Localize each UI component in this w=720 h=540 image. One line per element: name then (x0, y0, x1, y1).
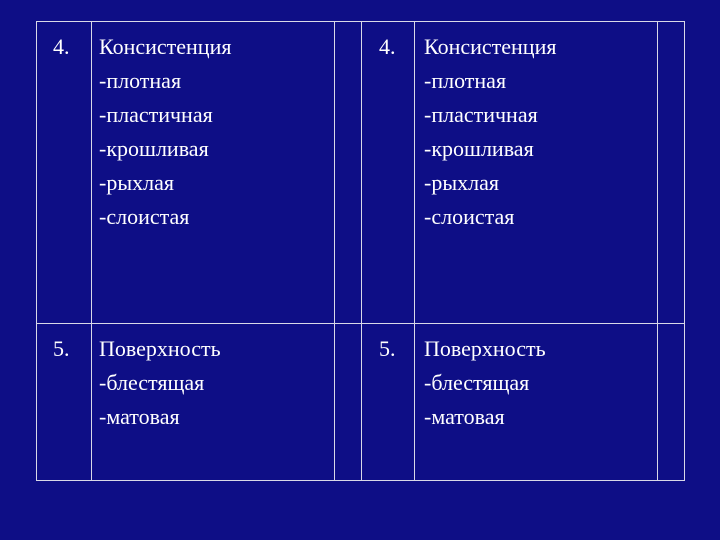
row-number: 5. (379, 336, 396, 361)
property-cell (99, 30, 231, 234)
property-option: -пластичная (424, 102, 538, 127)
property-option: -блестящая (99, 370, 205, 395)
property-cell (99, 332, 221, 434)
property-option: -слоистая (99, 204, 190, 229)
property-option: -блестящая (424, 370, 530, 395)
property-cell (424, 30, 556, 234)
property-option: -рыхлая (424, 170, 499, 195)
property-title: Консистенция (424, 34, 557, 59)
column-divider (361, 22, 362, 480)
property-title: Консистенция (99, 34, 232, 59)
column-divider (91, 22, 92, 480)
property-option: -крошливая (99, 136, 209, 161)
property-option: -рыхлая (99, 170, 174, 195)
property-option: -крошливая (424, 136, 534, 161)
row-number: 4. (53, 34, 70, 59)
row-divider (37, 323, 684, 324)
property-option: -пластичная (99, 102, 213, 127)
property-option: -плотная (424, 68, 507, 93)
row-number: 5. (53, 336, 70, 361)
column-divider (334, 22, 335, 480)
property-title: Поверхность (424, 336, 546, 361)
property-cell (424, 332, 546, 434)
row-number: 4. (379, 34, 396, 59)
comparison-table (36, 21, 685, 481)
property-option: -матовая (99, 404, 180, 429)
property-title: Поверхность (99, 336, 221, 361)
column-divider (414, 22, 415, 480)
column-divider (657, 22, 658, 480)
property-option: -плотная (99, 68, 182, 93)
property-option: -слоистая (424, 204, 515, 229)
property-option: -матовая (424, 404, 505, 429)
